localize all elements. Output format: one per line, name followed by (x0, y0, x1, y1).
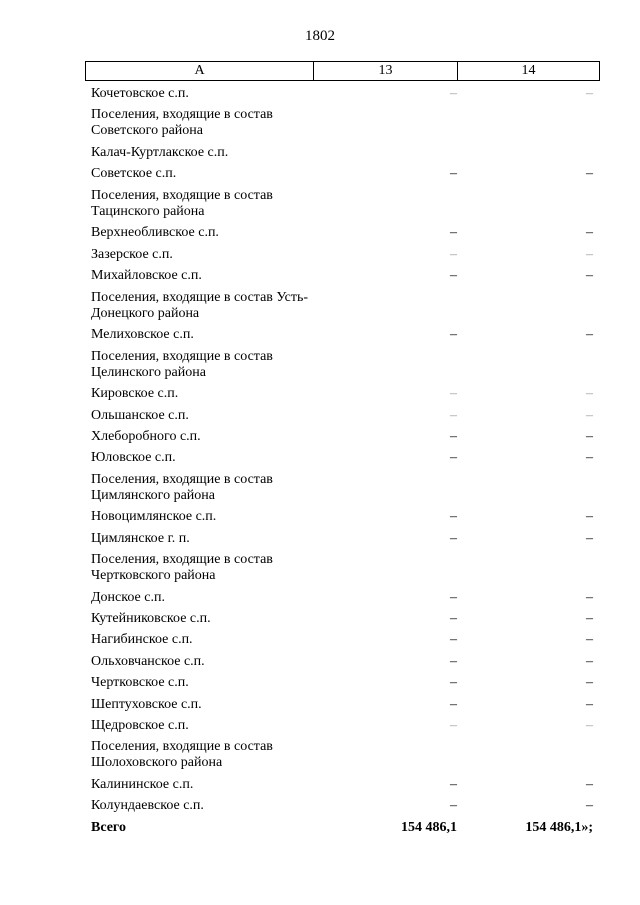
row-name: Верхнеобливское с.п. (91, 225, 219, 241)
header-col-14: 14 (521, 63, 536, 78)
table-row (85, 716, 600, 737)
row-name: Колундаевское с.п. (91, 798, 204, 814)
value-col-13: – (450, 86, 457, 101)
value-col-13: – (450, 611, 457, 627)
table-row (85, 630, 600, 651)
value-col-14: – (586, 696, 593, 712)
value-col-13: – (450, 166, 457, 182)
value-col-14: – (586, 246, 593, 262)
value-col-13: – (450, 675, 457, 691)
row-name: Щедровское с.п. (91, 717, 189, 733)
value-col-14: – (586, 166, 593, 182)
value-col-14: – (586, 530, 593, 546)
row-name: Юловское с.п. (91, 450, 176, 466)
value-col-13: – (450, 798, 457, 814)
table-row (85, 223, 600, 244)
value-col-14: – (586, 407, 593, 423)
table-row (85, 796, 600, 817)
table-row (85, 384, 600, 405)
value-col-13: – (450, 327, 457, 343)
value-col-14: – (586, 268, 593, 284)
row-name: Шептуховское с.п. (91, 696, 202, 712)
value-col-13: – (450, 530, 457, 546)
row-name: Поселения, входящие в состав Целинского района (91, 348, 273, 380)
value-col-14: – (586, 225, 593, 241)
row-name: Калининское с.п. (91, 776, 194, 792)
value-col-14: – (586, 428, 593, 444)
row-name: Цимлянское г. п. (91, 530, 190, 546)
row-name: Поселения, входящие в состав Чертковского района (91, 552, 273, 584)
table-header (85, 61, 600, 81)
value-col-14: 154 486,1»; (525, 819, 593, 835)
value-col-14: – (586, 386, 593, 402)
row-name: Новоцимлянское с.п. (91, 509, 217, 525)
row-name: Зазерское с.п. (91, 246, 173, 262)
value-col-13: – (450, 717, 457, 733)
value-col-13: – (450, 509, 457, 525)
table-row (85, 245, 600, 266)
row-name: Чертковское с.п. (91, 675, 189, 691)
table-row (85, 507, 600, 528)
value-col-13: – (450, 246, 457, 262)
row-name: Поселения, входящие в состав Шолоховского района (91, 739, 273, 771)
value-col-14: – (586, 653, 593, 669)
value-col-14: – (586, 327, 593, 343)
table-row (85, 609, 600, 630)
row-name: Кировское с.п. (91, 386, 179, 402)
total-row (85, 818, 600, 839)
value-col-13: – (450, 428, 457, 444)
value-col-13: – (450, 407, 457, 423)
table-row (85, 775, 600, 796)
table-row (85, 164, 600, 185)
table-row (85, 84, 600, 105)
table-row (85, 325, 600, 346)
row-name: Хлеборобного с.п. (91, 428, 201, 444)
value-col-13: – (450, 589, 457, 605)
value-col-14: – (586, 509, 593, 525)
row-name: Кутейниковское с.п. (91, 611, 211, 627)
value-col-13: – (450, 225, 457, 241)
value-col-14: – (586, 86, 593, 101)
value-col-13: – (450, 386, 457, 402)
value-col-14: – (586, 776, 593, 792)
table-row (85, 673, 600, 694)
table-row (85, 143, 600, 164)
row-name: Всего (91, 819, 126, 835)
row-name: Донское с.п. (91, 589, 165, 605)
row-name: Поселения, входящие в состав Усть-Донецкого района (91, 289, 309, 321)
table-row (85, 588, 600, 609)
table-row (85, 186, 600, 224)
table-row (85, 737, 600, 775)
table-row (85, 105, 600, 143)
row-name: Ольшанское с.п. (91, 407, 189, 423)
row-name: Поселения, входящие в состав Советского района (91, 107, 273, 139)
table-row (85, 529, 600, 550)
row-name: Поселения, входящие в состав Цимлянского района (91, 471, 273, 503)
table-row (85, 652, 600, 673)
value-col-13: – (450, 776, 457, 792)
table-row (85, 406, 600, 427)
value-col-13: 154 486,1 (401, 819, 457, 835)
row-name: Михайловское с.п. (91, 268, 202, 284)
row-name: Калач-Куртлакское с.п. (91, 144, 229, 160)
value-col-13: – (450, 268, 457, 284)
table-body (85, 84, 600, 839)
value-col-14: – (586, 632, 593, 648)
value-col-14: – (586, 611, 593, 627)
row-name: Нагибинское с.п. (91, 632, 193, 648)
value-col-13: – (450, 653, 457, 669)
table-row (85, 427, 600, 448)
value-col-13: – (450, 450, 457, 466)
value-col-13: – (450, 632, 457, 648)
row-name: Мелиховское с.п. (91, 327, 194, 343)
header-col-a: А (86, 62, 314, 80)
value-col-13: – (450, 696, 457, 712)
row-name: Поселения, входящие в состав Тацинского района (91, 187, 273, 219)
value-col-14: – (586, 717, 593, 733)
value-col-14: – (586, 798, 593, 814)
row-name: Советское с.п. (91, 166, 177, 182)
header-col-13: 13 (314, 62, 458, 80)
table-row (85, 347, 600, 385)
table-row (85, 470, 600, 508)
value-col-14: – (586, 589, 593, 605)
row-name: Ольховчанское с.п. (91, 653, 205, 669)
value-col-14: – (586, 450, 593, 466)
table-row (85, 695, 600, 716)
value-col-14: – (586, 675, 593, 691)
table-row (85, 550, 600, 588)
page-number: 1802 (305, 28, 335, 44)
table-row (85, 266, 600, 287)
table-row (85, 448, 600, 469)
row-name: Кочетовское с.п. (91, 86, 189, 101)
table-row (85, 288, 600, 326)
